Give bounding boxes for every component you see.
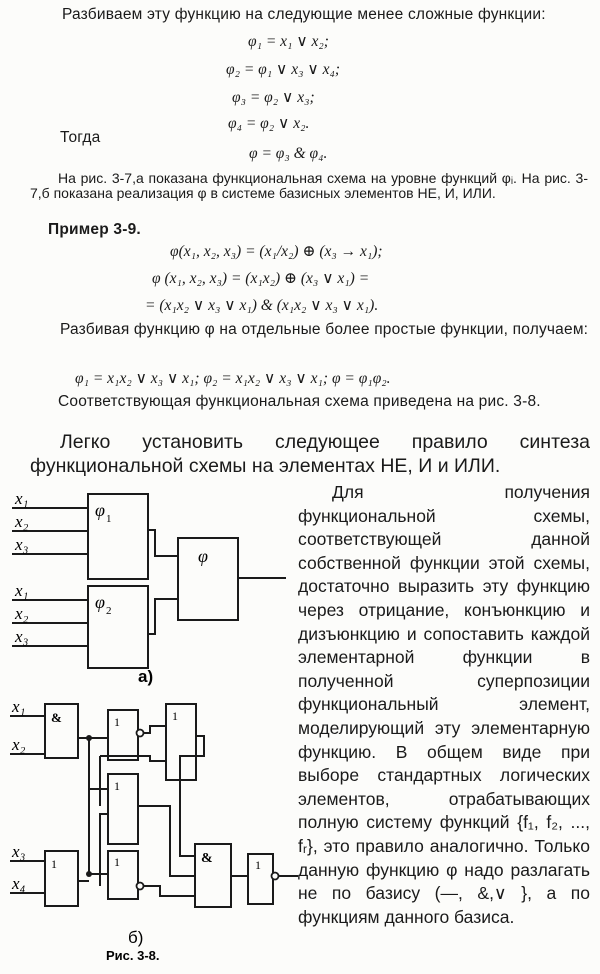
gate-symbol-and: &: [201, 851, 213, 866]
phi1-symbol: φ: [95, 500, 105, 520]
example-title: Пример 3-9.: [48, 221, 141, 238]
equation-phi: φ = φ₃ & φ₄.: [249, 145, 328, 162]
input-label: x₁: [15, 581, 29, 600]
input-label: x₃: [15, 535, 29, 554]
junction-dot: [86, 735, 92, 741]
gate-symbol-or: 1: [114, 715, 120, 729]
equation-phi2: φ₂ = φ₁ ∨ x₃ ∨ x₄;: [226, 61, 341, 78]
equation-phi1: φ₁ = x₁ ∨ x₂;: [248, 33, 329, 50]
phi1-subscript: 1: [106, 513, 112, 525]
example-equation-1: φ(x₁, x₂, x₃) = (x₁/x₂) ⊕ (x₃ → x₁);: [170, 243, 383, 260]
gate-symbol-and: &: [51, 710, 62, 725]
input-label: x₂: [15, 512, 29, 531]
example-equation-2: φ (x₁, x₂, x₃) = (x₁x₂) ⊕ (x₃ ∨ x₁) =: [152, 270, 370, 287]
equation-phi4: φ₄ = φ₂ ∨ x₂.: [228, 115, 310, 132]
input-label: x₃: [12, 842, 26, 861]
input-label: x₄: [12, 874, 26, 893]
phi2-symbol: φ: [95, 592, 105, 612]
or-gate-4: [45, 851, 78, 906]
decomposition-text: Разбивая функцию φ на отдельные более простые функции, получаем:: [60, 321, 589, 338]
rule-text: Легко установить следующее правило синтеза функциональной схемы на элементах НЕ, И и ИЛИ.: [30, 431, 590, 477]
gate-symbol-or: 1: [114, 855, 120, 869]
input-label: x₁: [15, 489, 29, 508]
phi2-subscript: 2: [106, 605, 112, 617]
inversion-bubble: [137, 883, 144, 890]
figure-3-8a: [0, 484, 300, 694]
gate-symbol-or: 1: [172, 709, 178, 723]
figure-caption: Рис. 3-8.: [106, 948, 160, 962]
figure-3-8b: [0, 696, 300, 962]
gate-symbol-or: 1: [114, 779, 120, 793]
or-gate-3: [108, 774, 138, 844]
inversion-bubble: [137, 730, 144, 737]
figure-a-label: а): [138, 667, 154, 686]
then-word: Тогда: [60, 129, 101, 146]
figure-b-label: б): [128, 928, 144, 947]
input-label: x₁: [12, 697, 26, 716]
paragraph-fig37: На рис. 3-7,а показана функциональная схема на уровне функций φᵢ. На рис. 3-7,б показана реализация φ в системе базисных элементов НЕ, И, ИЛИ.: [30, 170, 588, 201]
input-label: x₃: [15, 627, 29, 646]
side-text: Для получения функциональной схемы, соответствующей данной собственной функции этой схемы, достаточно выразить эту функцию через отрицание, конъюнкцию и дизъюнкцию и сопоставить каждой элементарной функции в полученной суперпозиции функциональный элемент, моделирующий эту элементарную функцию. В общем виде при выборе стандартных логических элементов, отрабатывающих полную систему функций {f₁, f₂, ..., fᵣ}, это правило аналогично. Только данную функцию φ надо разлагать не по базису (—, &,∨ }, а по функциям данного базиса.: [298, 482, 590, 927]
gate-symbol-not: 1: [255, 858, 261, 872]
intro-text: Разбиваем эту функцию на следующие менее сложные функции:: [62, 6, 546, 23]
fig38-reference: Соответствующая функциональная схема приведена на рис. 3-8.: [58, 393, 541, 410]
block-phi: [178, 538, 238, 620]
gate-symbol-or: 1: [51, 857, 57, 871]
or-gate-5: [108, 851, 138, 899]
equation-phi3: φ₃ = φ₂ ∨ x₃;: [232, 89, 315, 106]
example-equation-3: = (x₁x₂ ∨ x₃ ∨ x₁) & (x₁x₂ ∨ x₃ ∨ x₁).: [145, 297, 379, 314]
decomposition-equation: φ₁ = x₁x₂ ∨ x₃ ∨ x₁; φ₂ = x₁x₂ ∨ x₃ ∨ x₁; φ = φ₁φ₂.: [75, 370, 391, 387]
inversion-bubble: [272, 873, 279, 880]
junction-dot: [86, 871, 92, 877]
phi-symbol: φ: [198, 546, 208, 566]
or-gate-1: [108, 710, 138, 760]
input-label: x₂: [12, 735, 26, 754]
input-label: x₂: [15, 604, 29, 623]
